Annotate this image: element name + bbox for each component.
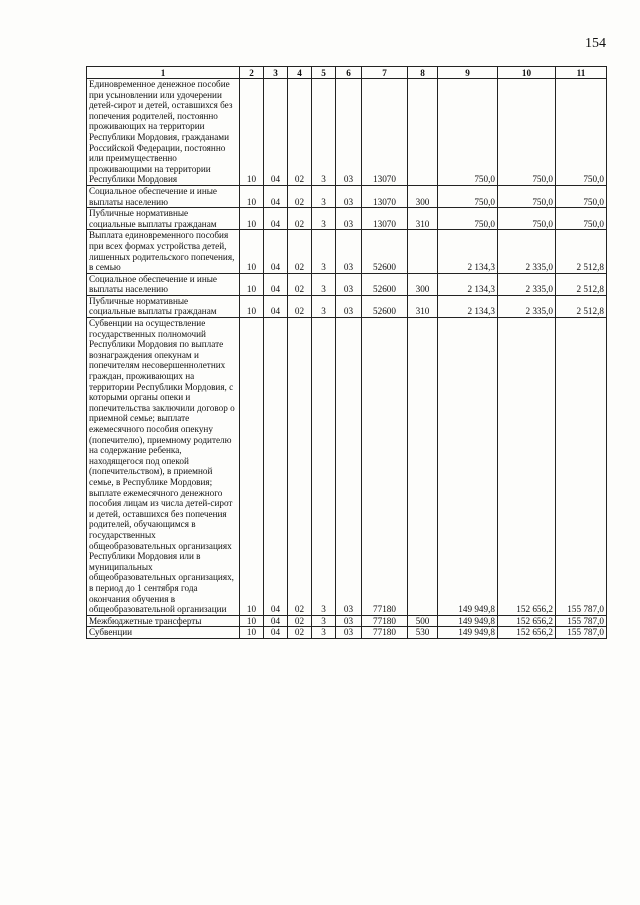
- cell-subsection: 04: [264, 273, 288, 295]
- row-name: Субвенции: [87, 627, 240, 639]
- cell-subprogram: 3: [312, 273, 336, 295]
- column-header: 9: [438, 67, 498, 79]
- table-row: [87, 185, 607, 207]
- cell-amount-1: 750,0: [438, 208, 498, 230]
- cell-amount-2: 152 656,2: [498, 615, 556, 627]
- cell-direction: 13070: [362, 79, 408, 186]
- cell-expense-type: 300: [408, 273, 438, 295]
- cell-amount-1: 149 949,8: [438, 615, 498, 627]
- column-header: 5: [312, 67, 336, 79]
- cell-subprogram: 3: [312, 295, 336, 317]
- column-header: 1: [87, 67, 240, 79]
- cell-subsection: 04: [264, 615, 288, 627]
- cell-direction: 13070: [362, 185, 408, 207]
- cell-section: 10: [240, 273, 264, 295]
- cell-amount-3: 750,0: [556, 185, 607, 207]
- table-row: [87, 318, 607, 616]
- column-header: 2: [240, 67, 264, 79]
- cell-program: 02: [288, 185, 312, 207]
- cell-direction: 77180: [362, 615, 408, 627]
- row-name: Выплата единовременного пособия при всех формах устройства детей, лишенных родительского попечения, в семью: [87, 230, 240, 273]
- cell-amount-3: 155 787,0: [556, 615, 607, 627]
- cell-amount-1: 2 134,3: [438, 230, 498, 273]
- cell-section: 10: [240, 208, 264, 230]
- cell-event: 03: [336, 295, 362, 317]
- table-row: [87, 615, 607, 627]
- cell-section: 10: [240, 615, 264, 627]
- cell-section: 10: [240, 295, 264, 317]
- table-row: [87, 295, 607, 317]
- cell-subsection: 04: [264, 295, 288, 317]
- cell-direction: 77180: [362, 627, 408, 639]
- cell-subsection: 04: [264, 185, 288, 207]
- cell-subprogram: 3: [312, 230, 336, 273]
- cell-subprogram: 3: [312, 627, 336, 639]
- cell-program: 02: [288, 79, 312, 186]
- cell-amount-1: 2 134,3: [438, 295, 498, 317]
- cell-amount-2: 750,0: [498, 185, 556, 207]
- cell-subprogram: 3: [312, 615, 336, 627]
- cell-amount-3: 2 512,8: [556, 230, 607, 273]
- cell-amount-3: 155 787,0: [556, 318, 607, 616]
- table-row: [87, 273, 607, 295]
- cell-subsection: 04: [264, 230, 288, 273]
- cell-amount-1: 2 134,3: [438, 273, 498, 295]
- row-name: Единовременное денежное пособие при усыновлении или удочерении детей-сирот и детей, оставшихся без попечения родителей, постоянно проживающих на территории Республики Мордовия, гражданами Российской Федерации, постоянно или преимущественно проживающими на территории Республики Мордовия: [87, 79, 240, 186]
- cell-expense-type: 500: [408, 615, 438, 627]
- cell-direction: 52600: [362, 273, 408, 295]
- cell-amount-2: 2 335,0: [498, 230, 556, 273]
- table-row: [87, 627, 607, 639]
- cell-direction: 77180: [362, 318, 408, 616]
- cell-amount-1: 149 949,8: [438, 318, 498, 616]
- cell-direction: 52600: [362, 230, 408, 273]
- cell-amount-2: 2 335,0: [498, 295, 556, 317]
- column-header: 3: [264, 67, 288, 79]
- cell-expense-type: 310: [408, 208, 438, 230]
- cell-expense-type: 310: [408, 295, 438, 317]
- cell-section: 10: [240, 230, 264, 273]
- column-header: 6: [336, 67, 362, 79]
- cell-event: 03: [336, 185, 362, 207]
- cell-amount-2: 152 656,2: [498, 318, 556, 616]
- cell-event: 03: [336, 318, 362, 616]
- cell-direction: 13070: [362, 208, 408, 230]
- column-header: 8: [408, 67, 438, 79]
- cell-event: 03: [336, 79, 362, 186]
- table-row: [87, 230, 607, 273]
- cell-amount-3: 2 512,8: [556, 295, 607, 317]
- row-name: Публичные нормативные социальные выплаты гражданам: [87, 295, 240, 317]
- cell-amount-1: 750,0: [438, 79, 498, 186]
- row-name: Межбюджетные трансферты: [87, 615, 240, 627]
- table-header-row: [87, 67, 607, 79]
- cell-amount-2: 2 335,0: [498, 273, 556, 295]
- table-row: [87, 79, 607, 186]
- cell-subprogram: 3: [312, 185, 336, 207]
- cell-amount-1: 750,0: [438, 185, 498, 207]
- cell-program: 02: [288, 295, 312, 317]
- cell-amount-1: 149 949,8: [438, 627, 498, 639]
- cell-subprogram: 3: [312, 79, 336, 186]
- cell-expense-type: [408, 230, 438, 273]
- cell-subsection: 04: [264, 627, 288, 639]
- cell-amount-3: 155 787,0: [556, 627, 607, 639]
- cell-program: 02: [288, 208, 312, 230]
- cell-program: 02: [288, 318, 312, 616]
- row-name: Социальное обеспечение и иные выплаты населению: [87, 185, 240, 207]
- cell-program: 02: [288, 627, 312, 639]
- cell-direction: 52600: [362, 295, 408, 317]
- cell-subsection: 04: [264, 79, 288, 186]
- budget-table: [86, 66, 607, 639]
- cell-program: 02: [288, 615, 312, 627]
- cell-event: 03: [336, 615, 362, 627]
- cell-expense-type: 300: [408, 185, 438, 207]
- cell-expense-type: [408, 79, 438, 186]
- column-header: 4: [288, 67, 312, 79]
- cell-program: 02: [288, 273, 312, 295]
- cell-amount-3: 750,0: [556, 208, 607, 230]
- column-header: 10: [498, 67, 556, 79]
- cell-amount-3: 750,0: [556, 79, 607, 186]
- cell-section: 10: [240, 185, 264, 207]
- cell-section: 10: [240, 318, 264, 616]
- cell-program: 02: [288, 230, 312, 273]
- cell-amount-2: 750,0: [498, 79, 556, 186]
- column-header: 7: [362, 67, 408, 79]
- cell-amount-2: 750,0: [498, 208, 556, 230]
- cell-event: 03: [336, 627, 362, 639]
- table-row: [87, 208, 607, 230]
- row-name: Субвенции на осуществление государственных полномочий Республики Мордовия по выплате вознаграждения опекунам и попечителям несовершеннолетних граждан, проживающих на территории Республики Мордовия, с которыми органы опеки и попечительства заключили договор о приемной семье; выплате ежемесячного пособия опекуну (попечителю), приемному родителю на содержание ребенка, находящегося под опекой (попечительством), в приемной семье, в Республике Мордовия; выплате ежемесячного денежного пособия лицам из числа детей-сирот и детей, оставшихся без попечения родителей, обучающимся в государственных общеобразовательных организациях Республики Мордовия или в муниципальных общеобразовательных организациях, в период до 1 сентября года окончания обучения в общеобразовательной организации: [87, 318, 240, 616]
- cell-expense-type: [408, 318, 438, 616]
- cell-event: 03: [336, 273, 362, 295]
- row-name: Социальное обеспечение и иные выплаты населению: [87, 273, 240, 295]
- cell-subprogram: 3: [312, 318, 336, 616]
- cell-section: 10: [240, 627, 264, 639]
- column-header: 11: [556, 67, 607, 79]
- cell-event: 03: [336, 230, 362, 273]
- cell-amount-3: 2 512,8: [556, 273, 607, 295]
- cell-section: 10: [240, 79, 264, 186]
- cell-subprogram: 3: [312, 208, 336, 230]
- cell-subsection: 04: [264, 318, 288, 616]
- cell-expense-type: 530: [408, 627, 438, 639]
- cell-subsection: 04: [264, 208, 288, 230]
- cell-amount-2: 152 656,2: [498, 627, 556, 639]
- page-number: 154: [585, 36, 606, 51]
- cell-event: 03: [336, 208, 362, 230]
- row-name: Публичные нормативные социальные выплаты гражданам: [87, 208, 240, 230]
